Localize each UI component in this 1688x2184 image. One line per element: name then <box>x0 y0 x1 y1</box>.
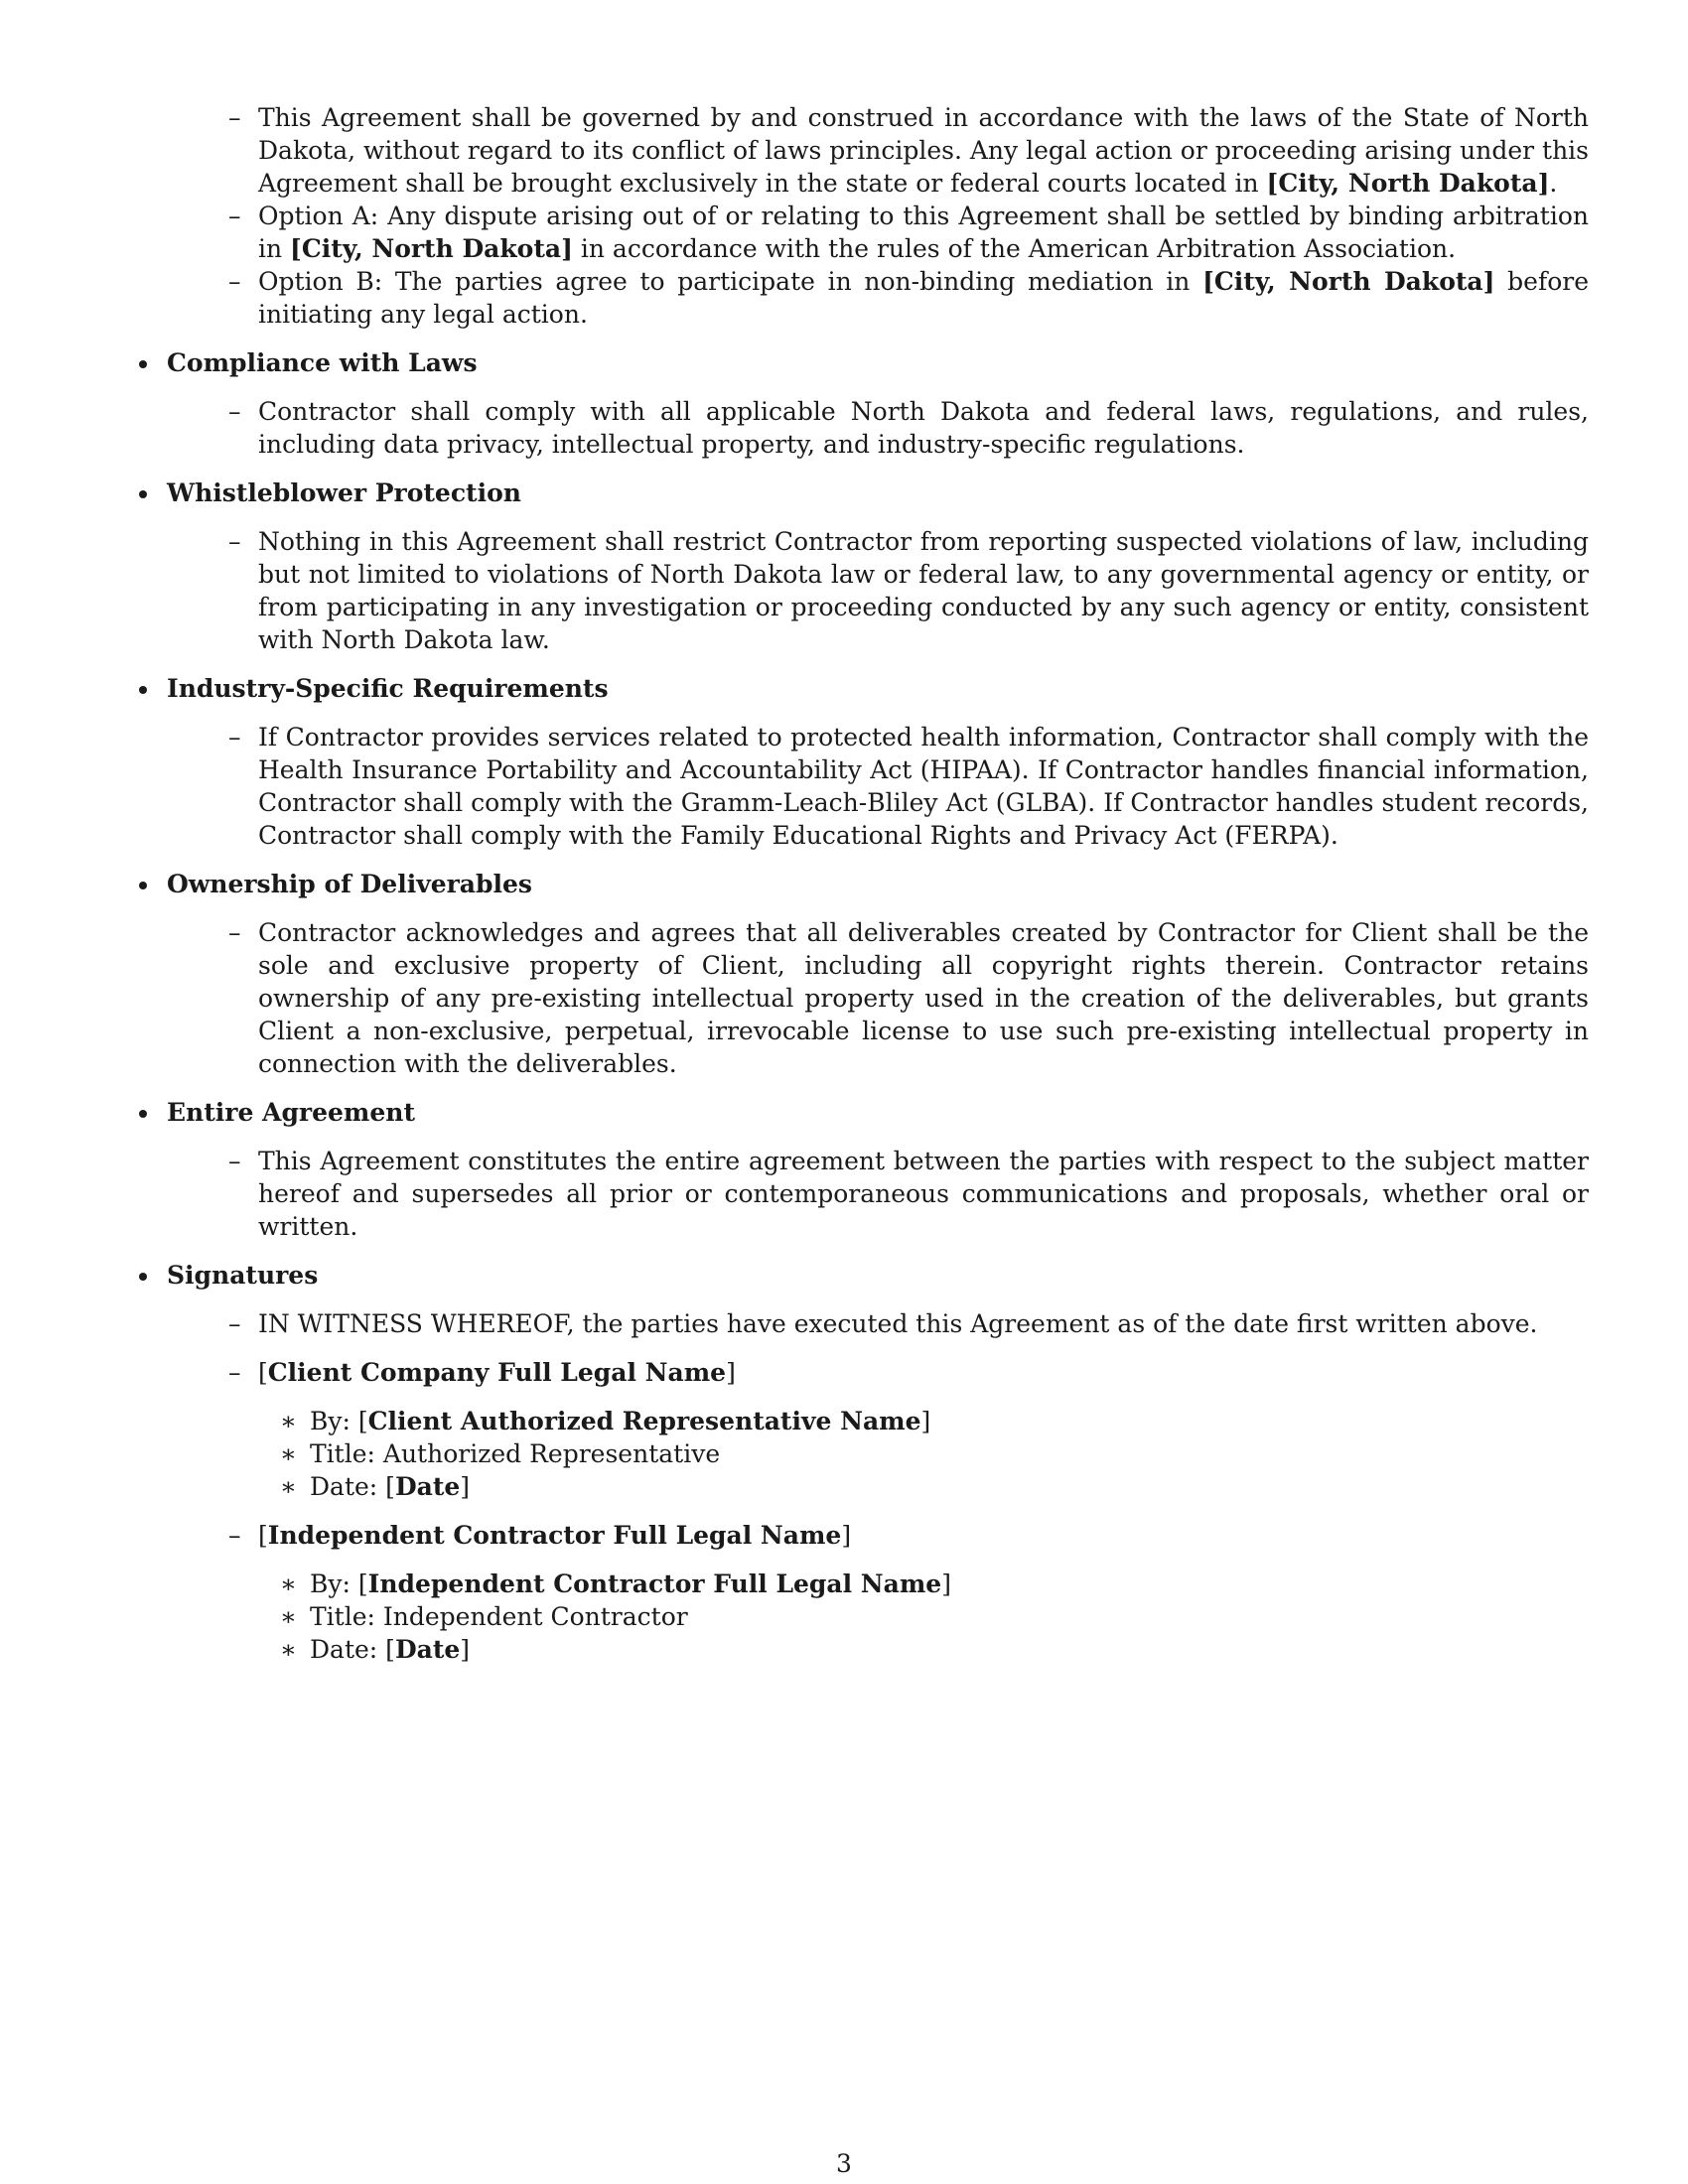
contractor-title-value: Independent Contractor <box>382 1602 688 1631</box>
section-list <box>129 395 1589 461</box>
section-title: Compliance with Laws <box>167 348 478 377</box>
item-text: . <box>1549 169 1558 198</box>
bracket: ] <box>841 1521 852 1550</box>
section-ownership <box>129 868 1589 1080</box>
client-title-line <box>280 1437 1589 1470</box>
field-label: Date: <box>310 1635 386 1664</box>
bracket: [ <box>258 1521 268 1550</box>
bracket: ] <box>460 1472 471 1501</box>
field-label: By: <box>310 1407 358 1435</box>
field-label: Title: <box>310 1439 383 1468</box>
item-text: Option A: Any dispute arising out of or relating to this Agreement shall be settled by binding arbitration in <box>258 202 1589 263</box>
witness-clause: – IN WITNESS WHEREOF, the parties have executed this Agreement as of the date first written above. <box>228 1307 1589 1340</box>
section-list <box>129 721 1589 852</box>
item-text: This Agreement shall be governed by and construed in accordance with the laws of the State of North Dakota, without regard to its conflict of laws principles. Any legal action or proceeding arising under this Agreement shall be brought exclusively in the state or federal courts located in <box>258 103 1589 198</box>
client-signature-fields <box>258 1405 1589 1503</box>
item-text: in accordance with the rules of the American Arbitration Association. <box>572 234 1457 263</box>
client-title-value: Authorized Representative <box>382 1439 721 1468</box>
client-company-name: Client Company Full Legal Name <box>267 1358 727 1387</box>
section-title: Ownership of Deliverables <box>167 870 532 898</box>
section-list <box>129 916 1589 1080</box>
contractor-signer-name: Independent Contractor Full Legal Name <box>367 1570 942 1598</box>
bracket: ] <box>460 1635 471 1664</box>
list-item: – This Agreement constitutes the entire agreement between the parties with respect to the subject matter hereof and supersedes all prior or contemporaneous communications and proposals, whether oral or written. <box>228 1145 1589 1243</box>
bracket: [ <box>258 1358 268 1387</box>
placeholder-city: [City, North Dakota] <box>1266 169 1550 198</box>
contractor-date-line <box>280 1633 1589 1666</box>
bracket: ] <box>920 1407 931 1435</box>
section-title: Whistleblower Protection <box>167 478 521 507</box>
list-item: – Contractor shall comply with all applicable North Dakota and federal laws, regulations, and rules, including data privacy, intellectual property, and industry-specific regulations. <box>228 395 1589 461</box>
section-title: Signatures <box>167 1261 319 1290</box>
section-signatures <box>129 1259 1589 1666</box>
governing-law-list <box>129 101 1589 331</box>
section-title: Entire Agreement <box>167 1098 415 1127</box>
section-industry <box>129 672 1589 852</box>
bracket: [ <box>385 1635 395 1664</box>
section-whistleblower <box>129 477 1589 656</box>
list-item: – Nothing in this Agreement shall restrict Contractor from reporting suspected violations of law, including but not limited to violations of North Dakota law or federal law, to any governmental agency or entity, or from participating in any investigation or proceeding conducted by any such agency or entity, consistent with North Dakota law. <box>228 525 1589 656</box>
list-item: – Contractor acknowledges and agrees that all deliverables created by Contractor for Client shall be the sole and exclusive property of Client, including all copyright rights therein. Contractor retains ownership of any pre-existing intellectual property used in the creation of the deliverables, but grants Client a non-exclusive, perpetual, irrevocable license to use such pre-existing intellectual property in connection with the deliverables. <box>228 916 1589 1080</box>
contractor-signature-fields <box>258 1568 1589 1666</box>
bracket: ] <box>941 1570 951 1598</box>
bracket: [ <box>357 1570 368 1598</box>
contractor-title-line <box>280 1600 1589 1633</box>
contractor-signature-block <box>228 1519 1589 1666</box>
list-item: – If Contractor provides services related to protected health information, Contractor shall comply with the Health Insurance Portability and Accountability Act (HIPAA). If Contractor handles financial information, Contractor shall comply with the Gramm-Leach-Bliley Act (GLBA). If Contractor handles student records, Contractor shall comply with the Family Educational Rights and Privacy Act (FERPA). <box>228 721 1589 852</box>
section-title: Industry-Specific Requirements <box>167 674 609 703</box>
client-date-value: Date <box>394 1472 461 1501</box>
client-representative-name: Client Authorized Representative Name <box>367 1407 921 1435</box>
list-item <box>228 101 1589 200</box>
item-text: before initiating any legal action. <box>258 267 1590 329</box>
bracket: [ <box>357 1407 368 1435</box>
bracket: [ <box>385 1472 395 1501</box>
client-signature-block <box>228 1356 1589 1503</box>
document-body <box>129 101 1589 1666</box>
contractor-by-line <box>280 1568 1589 1600</box>
page-number: 3 <box>836 2149 852 2178</box>
section-compliance <box>129 346 1589 461</box>
item-text: Option B: The parties agree to participate in non-binding mediation in <box>258 267 1203 296</box>
field-label: Title: <box>310 1602 383 1631</box>
client-date-line <box>280 1470 1589 1503</box>
section-list <box>129 1145 1589 1243</box>
contractor-date-value: Date <box>394 1635 461 1664</box>
placeholder-city: [City, North Dakota] <box>1202 267 1495 296</box>
section-list <box>129 525 1589 656</box>
list-item <box>228 200 1589 265</box>
placeholder-city: [City, North Dakota] <box>290 234 573 263</box>
field-label: Date: <box>310 1472 386 1501</box>
section-entire-agreement <box>129 1096 1589 1243</box>
client-by-line <box>280 1405 1589 1437</box>
field-label: By: <box>310 1570 358 1598</box>
bracket: ] <box>726 1358 736 1387</box>
signatures-list <box>129 1307 1589 1666</box>
contractor-name: Independent Contractor Full Legal Name <box>267 1521 842 1550</box>
list-item <box>228 265 1589 331</box>
